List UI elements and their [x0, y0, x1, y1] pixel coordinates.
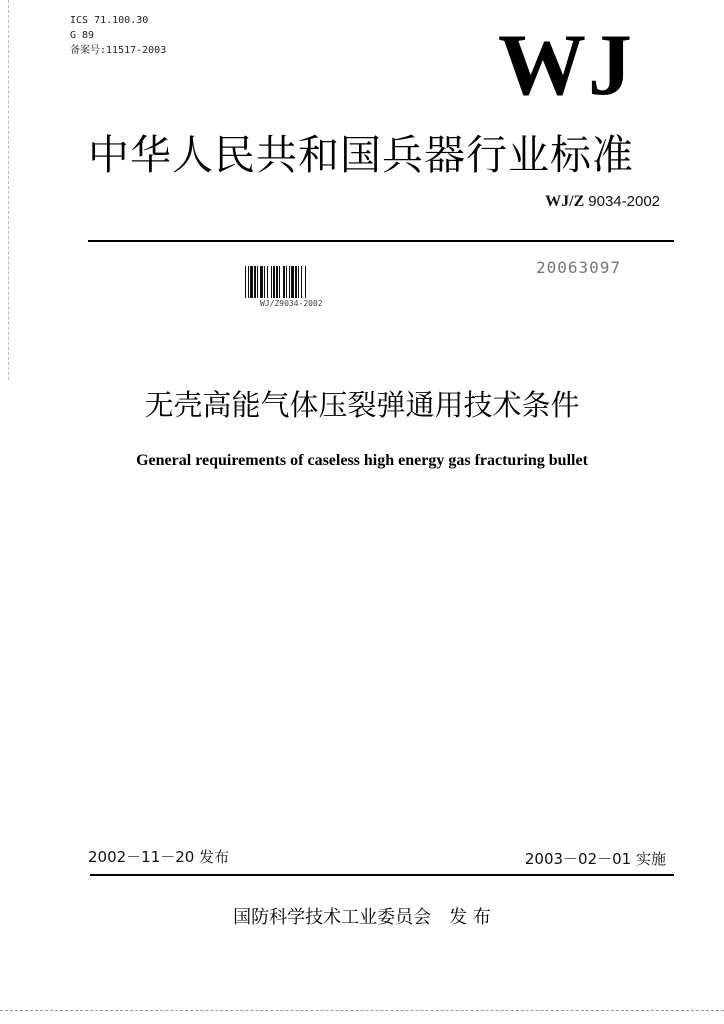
barcode-caption: WJ/Z9034-2002 [260, 299, 323, 308]
barcode-bar [295, 266, 297, 298]
barcode-bar [257, 266, 258, 298]
barcode-bar [264, 266, 265, 298]
barcode-bar [286, 266, 287, 298]
barcode-bar [271, 266, 272, 298]
ics-code: ICS 71.100.30 [70, 15, 149, 26]
standard-code-prefix: WJ/Z [545, 193, 585, 210]
page-bottom-edge [0, 1010, 724, 1011]
wj-logo: WJ [498, 17, 634, 114]
document-title-chinese: 无壳高能气体压裂弹通用技术条件 [144, 388, 580, 422]
barcode-bar [254, 266, 256, 298]
footer-rule [90, 874, 674, 876]
document-title-english: General requirements of caseless high energy gas fracturing bullet [136, 452, 588, 469]
stamp-number: 20063097 [536, 258, 622, 277]
barcode-bar [273, 266, 275, 298]
agency-title: 中华人民共和国兵器行业标准 [88, 131, 634, 179]
barcode-bar [291, 266, 294, 298]
barcode-bar [245, 266, 246, 298]
barcode-bar [248, 266, 249, 298]
standard-code [545, 193, 660, 211]
barcode-bar [301, 266, 302, 298]
publish-date: 2002－11－20 发布 [88, 848, 230, 866]
record-number: 备案号:11517-2003 [70, 45, 167, 56]
barcode-bar [260, 266, 263, 298]
barcode-bar [289, 266, 290, 298]
classification-code: G 89 [70, 30, 95, 41]
barcode-bar [279, 266, 280, 298]
standard-code-number: 9034-2002 [588, 193, 660, 210]
barcode-bar [267, 266, 268, 298]
barcode-bar [305, 266, 306, 298]
implementation-date: 2003－02－01 实施 [524, 850, 666, 868]
scan-edge-mark [8, 0, 11, 380]
publisher-line [0, 903, 724, 929]
barcode-bar [250, 266, 253, 298]
publisher-action: 发 布 [449, 907, 491, 928]
barcode-image [244, 266, 346, 298]
barcode-bar [276, 266, 278, 298]
header-rule [88, 240, 674, 242]
barcode-bar [283, 266, 285, 298]
publisher-name: 国防科学技术工业委员会 [233, 907, 432, 928]
barcode-bar [298, 266, 299, 298]
